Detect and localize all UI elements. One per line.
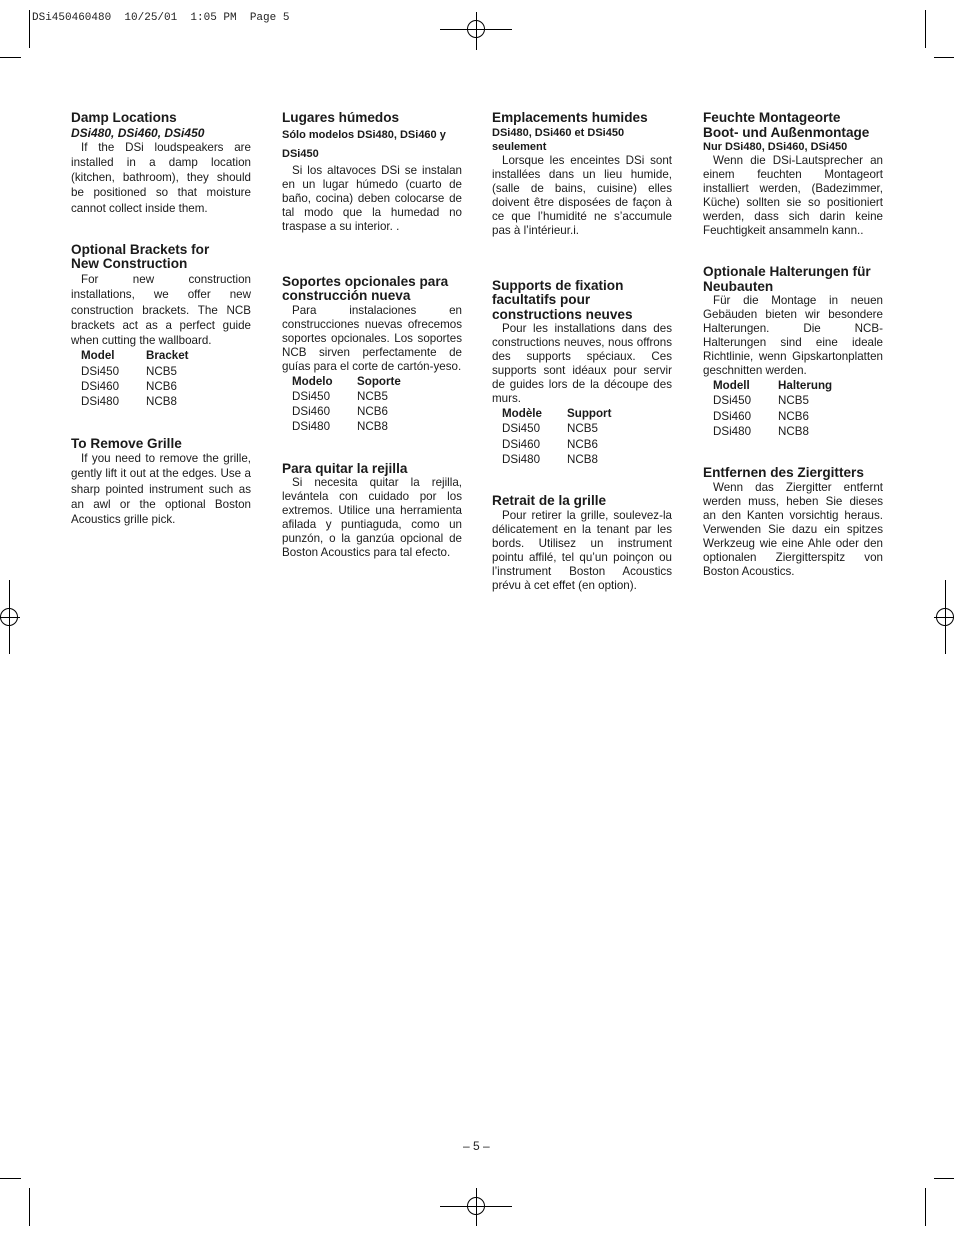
brackets-heading-line-2: facultatifs pour [492, 292, 591, 307]
english-column [71, 111, 251, 528]
table-cell: DSi450 [81, 364, 120, 378]
table-cell: NCB5 [146, 364, 177, 378]
table-row [713, 424, 883, 439]
brackets-text: Pour les installations dans des constructions neuves, nous offrons des supports spéciaux. Ces supports sont idéaux pour servir de guides lors de la découpe des murs. [492, 322, 672, 405]
table-header-row [502, 406, 672, 421]
crop-mark-br-h [934, 1178, 954, 1179]
table-cell: DSi450 [292, 389, 331, 403]
table-row [713, 393, 883, 408]
damp-models-subheading: DSi480, DSi460 et DSi450 seulement [492, 126, 625, 153]
table-cell: DSi480 [81, 395, 120, 409]
damp-models-subheading: Sólo modelos DSi480, DSi460 y DSi450 [282, 128, 446, 160]
table-header-model: Model [81, 349, 115, 363]
table-header-bracket: Support [567, 407, 612, 420]
brackets-heading-line-1: Optional Brackets for [71, 241, 210, 257]
table-cell: NCB5 [357, 389, 388, 403]
damp-locations-text: If the DSi loudspeakers are installed in a damp location (kitchen, bathroom), they should be positioned so that moisture cannot collect inside them. [71, 140, 251, 215]
brackets-heading-line-2: New Construction [71, 256, 188, 272]
table-header-model: Modell [713, 379, 750, 392]
damp-locations-heading-line-1: Feuchte Montageorte [703, 110, 841, 125]
table-cell: NCB8 [778, 424, 809, 438]
table-row [502, 452, 672, 467]
table-cell: DSi460 [292, 405, 331, 419]
bracket-table [292, 374, 462, 435]
bracket-table [713, 378, 883, 439]
table-header-bracket: Halterung [778, 379, 833, 392]
table-header-row [81, 348, 251, 363]
remove-grille-heading: To Remove Grille [71, 435, 182, 451]
table-cell: NCB6 [567, 437, 598, 451]
table-row [292, 419, 462, 434]
table-row [292, 404, 462, 419]
brackets-heading-line-1: Soportes opcionales para [282, 273, 449, 289]
table-cell: NCB5 [567, 422, 598, 436]
crop-mark-tl-v [29, 10, 30, 48]
remove-grille-text: Pour retirer la grille, soulevez-la délicatement en la tenant par les bords. Utilisez un instrument pointu affilé, tel qu’un poinçon ou l’instrument Boston Acoustics prévu à cet effet (en option). [492, 508, 672, 592]
brackets-heading-line-2: Neubauten [703, 278, 774, 294]
damp-locations-heading: Emplacements humides [492, 110, 648, 125]
damp-models-subheading: Nur DSi480, DSi460, DSi450 [703, 141, 848, 153]
table-row [292, 389, 462, 404]
table-cell: NCB6 [146, 380, 177, 394]
table-cell: DSi450 [713, 394, 752, 408]
table-cell: DSi460 [713, 409, 752, 423]
crop-mark-tl-h [0, 57, 21, 58]
table-cell: NCB6 [357, 405, 388, 419]
table-cell: NCB8 [567, 452, 598, 466]
remove-grille-text: Si necesita quitar la rejilla, levántela con cuidado por los extremos. Utilice una herramienta afilada y puntiaguda, como un punzón, o la ganzúa opcional de Boston Acoustics para tal efecto. [282, 476, 462, 560]
print-slug: DSi450460480 10/25/01 1:05 PM Page 5 [32, 12, 290, 24]
crop-mark-bl-h [0, 1178, 21, 1179]
table-cell: DSi460 [502, 437, 541, 451]
remove-grille-text: If you need to remove the grille, gently lift it out at the edges. Use a sharp pointed instrument such as an awl or the optional Boston Acoustics grille pick. [71, 452, 251, 527]
damp-locations-text: Si los altavoces DSi se instalan en un lugar húmedo (cuarto de baño, cocina) deben colocarse de tal modo que la humedad no traspase a su interior. . [282, 163, 462, 233]
remove-grille-heading: Retrait de la grille [492, 493, 607, 509]
remove-grille-heading: Entfernen des Ziergitters [703, 465, 864, 481]
table-cell: DSi480 [292, 420, 331, 434]
damp-locations-heading: Lugares húmedos [282, 110, 400, 125]
german-column [703, 111, 883, 579]
table-cell: DSi480 [713, 424, 752, 438]
registration-line-left-h [0, 617, 20, 618]
damp-locations-heading: Damp Locations [71, 110, 177, 125]
brackets-heading-line-1: Optionale Halterungen für [703, 264, 871, 279]
table-header-bracket: Bracket [146, 349, 189, 363]
table-cell: NCB8 [146, 395, 177, 409]
table-cell: DSi480 [502, 452, 541, 466]
page-number: – 5 – [463, 1139, 490, 1153]
crop-mark-br-v [925, 1188, 926, 1226]
brackets-heading-line-3: constructions neuves [492, 306, 633, 322]
spanish-column [282, 111, 462, 560]
crop-mark-tr-h [934, 57, 954, 58]
table-header-bracket: Soporte [357, 374, 401, 388]
table-header-row [292, 374, 462, 389]
table-header-row [713, 378, 883, 393]
bracket-table [81, 348, 251, 409]
table-cell: DSi450 [502, 422, 541, 436]
table-cell: NCB5 [778, 394, 809, 408]
damp-locations-text: Lorsque les enceintes DSi sont installées dans un lieu humide, (salle de bains, cuisine) elles doivent être disposées de façon à ce que l’humidité ne s’accumule pas à l’intérieur.i. [492, 153, 672, 237]
table-header-model: Modelo [292, 374, 333, 388]
french-column [492, 111, 672, 593]
table-row [81, 394, 251, 409]
damp-locations-text: Wenn die DSi-Lautsprecher an einem feuchten Montageort installiert werden, (Badezimmer, Küche) sollten sie so positioniert werden, dass sich darin keine Feuchtigkeit ansammeln kann.. [703, 154, 883, 237]
table-cell: NCB8 [357, 420, 388, 434]
table-row [713, 409, 883, 424]
remove-grille-heading: Para quitar la rejilla [282, 460, 408, 476]
damp-locations-heading-line-2: Boot- und Außenmontage [703, 124, 870, 140]
crop-mark-tr-v [925, 10, 926, 48]
brackets-text: Para instalaciones en construcciones nuevas ofrecemos soportes opcionales. Los soportes NCB sirven perfectamente de guías para el corte de cartón-yeso. [282, 303, 462, 373]
table-cell: NCB6 [778, 409, 809, 423]
bracket-table [502, 406, 672, 467]
brackets-text: Für die Montage in neuen Gebäuden bieten wir besondere Halterungen. Die NCB-Halterungen sind eine ideale Richtlinie, wenn Gipskartonplatten geschnitten werden. [703, 294, 883, 377]
crop-mark-bl-v [29, 1188, 30, 1226]
remove-grille-text: Wenn das Ziergitter entfernt werden muss, heben Sie dieses an den Kanten vorsichtig heraus. Verwenden Sie dazu ein spitzes Werkzeug wie eine Ahle oder den optionalen Ziergitterspitz von Boston Acoustics. [703, 480, 883, 578]
brackets-text: For new construction installations, we offer new construction brackets. The NCB brackets act as a perfect guide when cutting the wallboard. [71, 272, 251, 348]
damp-models-subheading: DSi480, DSi460, DSi450 [71, 125, 205, 140]
table-row [502, 437, 672, 452]
table-row [81, 379, 251, 394]
table-header-model: Modèle [502, 407, 542, 420]
registration-line-right-h [934, 617, 954, 618]
brackets-heading-line-2: construcción nueva [282, 288, 411, 303]
table-cell: DSi460 [81, 380, 120, 394]
brackets-heading-line-1: Supports de fixation [492, 277, 624, 293]
table-row [81, 364, 251, 379]
registration-line-bottom-v [476, 1188, 477, 1226]
registration-line-top-v [476, 12, 477, 50]
table-row [502, 421, 672, 436]
